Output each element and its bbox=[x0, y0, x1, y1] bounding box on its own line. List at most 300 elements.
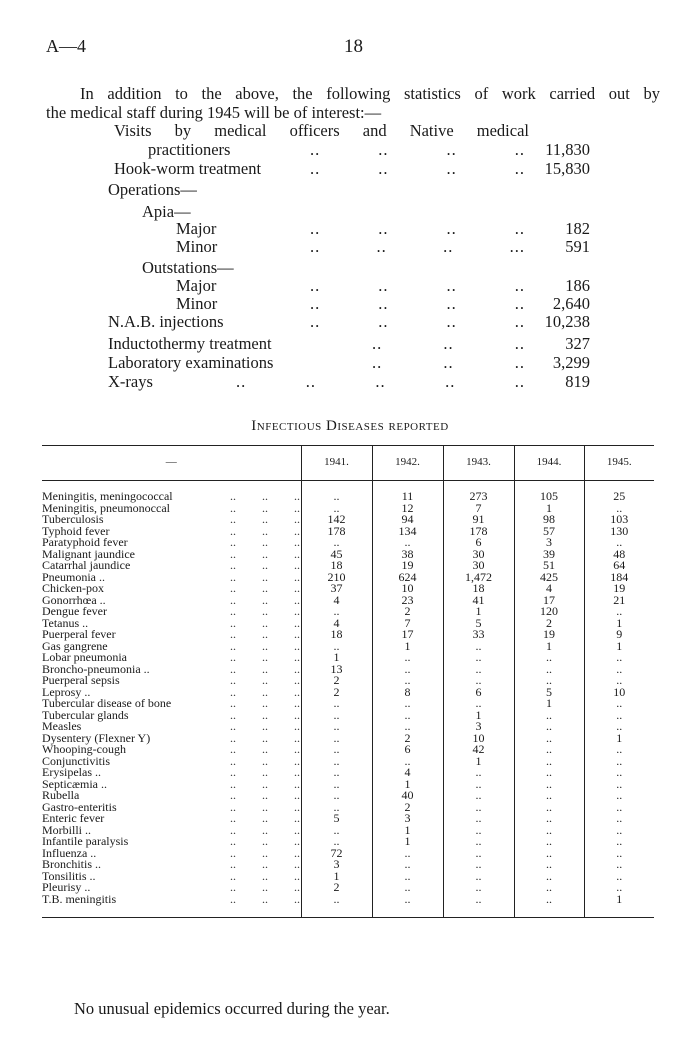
dot-leaders: .. .. .. bbox=[230, 742, 300, 756]
count-cell: 18 bbox=[301, 560, 372, 572]
dot-leaders: .. .. .. bbox=[230, 558, 300, 572]
stat-visits-b bbox=[0, 140, 700, 159]
dot-leaders: .. .. .. .. bbox=[310, 276, 525, 295]
count-cell: 3 bbox=[301, 859, 372, 871]
stat-inductothermy bbox=[0, 334, 700, 353]
count-cell: .. bbox=[514, 836, 584, 848]
stat-value: 182 bbox=[565, 219, 590, 238]
dot-leaders: .. .. .. bbox=[230, 673, 300, 687]
count-cell: 2 bbox=[514, 618, 584, 630]
count-cell: .. bbox=[301, 698, 372, 710]
count-cell: 6 bbox=[372, 744, 443, 756]
count-cell: 142 bbox=[301, 514, 372, 526]
count-cell: .. bbox=[372, 894, 443, 906]
count-cell: 40 bbox=[372, 790, 443, 802]
count-cell: 11 bbox=[372, 491, 443, 503]
table-row bbox=[42, 572, 654, 584]
count-cell: .. bbox=[301, 756, 372, 768]
table-row bbox=[42, 871, 654, 883]
count-cell: 37 bbox=[301, 583, 372, 595]
stat-value: 327 bbox=[565, 334, 590, 353]
count-cell: .. bbox=[443, 894, 514, 906]
dot-leaders: .. .. .. ... bbox=[310, 237, 525, 256]
count-cell: 21 bbox=[584, 595, 654, 607]
count-cell: 94 bbox=[372, 514, 443, 526]
dot-leaders: .. .. .. bbox=[230, 627, 300, 641]
count-cell: .. bbox=[443, 767, 514, 779]
count-cell: 23 bbox=[372, 595, 443, 607]
count-cell: .. bbox=[301, 836, 372, 848]
count-cell: .. bbox=[372, 859, 443, 871]
table-row bbox=[42, 514, 654, 526]
stat-label: Apia— bbox=[142, 202, 191, 221]
count-cell: 6 bbox=[443, 537, 514, 549]
count-cell: .. bbox=[584, 664, 654, 676]
count-cell: .. bbox=[584, 848, 654, 860]
intro-paragraph bbox=[46, 84, 660, 122]
count-cell: .. bbox=[514, 894, 584, 906]
dot-leaders: .. .. .. bbox=[230, 638, 300, 653]
count-cell: .. bbox=[514, 733, 584, 745]
count-cell: 2 bbox=[301, 687, 372, 699]
count-cell: 42 bbox=[443, 744, 514, 756]
dot-leaders: .. .. .. bbox=[230, 615, 300, 630]
count-cell: 33 bbox=[443, 629, 514, 641]
count-cell: 19 bbox=[372, 560, 443, 572]
table-row bbox=[42, 790, 654, 802]
dot-leaders: .. .. .. .. bbox=[310, 140, 525, 159]
count-cell: .. bbox=[372, 652, 443, 664]
table-row bbox=[42, 779, 654, 791]
dot-leaders: .. .. .. .. bbox=[310, 312, 525, 331]
count-cell: 1 bbox=[584, 618, 654, 630]
count-cell: .. bbox=[372, 848, 443, 860]
disease-name: Whooping-cough bbox=[42, 742, 126, 756]
count-cell: .. bbox=[584, 871, 654, 883]
count-cell: .. bbox=[514, 710, 584, 722]
count-cell: 45 bbox=[301, 549, 372, 561]
disease-name: Gas gangrene bbox=[42, 638, 108, 653]
count-cell: .. bbox=[514, 859, 584, 871]
disease-name: Tetanus .. bbox=[42, 615, 89, 630]
count-cell: 72 bbox=[301, 848, 372, 860]
count-cell: .. bbox=[584, 721, 654, 733]
count-cell: .. bbox=[301, 503, 372, 515]
disease-name: Catarrhal jaundice bbox=[42, 558, 131, 572]
disease-name: Tubercular disease of bone bbox=[42, 696, 172, 710]
count-cell: .. bbox=[514, 652, 584, 664]
disease-name: Meningitis, meningococcal bbox=[42, 489, 173, 503]
table-row bbox=[42, 641, 654, 653]
count-cell: 1 bbox=[301, 652, 372, 664]
dot-leaders: .. .. .. bbox=[230, 569, 300, 584]
count-cell: 13 bbox=[301, 664, 372, 676]
table-row bbox=[42, 606, 654, 618]
stat-label: Visits by medical officers and Native medical bbox=[114, 121, 529, 140]
disease-name: Gonorrhœa .. bbox=[42, 592, 106, 607]
count-cell: .. bbox=[443, 675, 514, 687]
disease-name: Puerperal sepsis bbox=[42, 673, 120, 687]
count-cell: 10 bbox=[584, 687, 654, 699]
disease-name: Malignant jaundice bbox=[42, 546, 135, 561]
count-cell: 98 bbox=[514, 514, 584, 526]
count-cell: 178 bbox=[443, 526, 514, 538]
footer-note: No unusual epidemics occurred during the year. bbox=[74, 999, 390, 1018]
dot-leaders: .. .. .. bbox=[372, 353, 525, 372]
count-cell: .. bbox=[584, 802, 654, 814]
count-cell: .. bbox=[301, 491, 372, 503]
count-cell: .. bbox=[584, 767, 654, 779]
count-cell: .. bbox=[301, 790, 372, 802]
count-cell: .. bbox=[584, 859, 654, 871]
header-year: 1944. bbox=[514, 446, 584, 481]
count-cell: 7 bbox=[443, 503, 514, 515]
count-cell: 2 bbox=[301, 675, 372, 687]
count-cell: 1 bbox=[514, 698, 584, 710]
disease-name: Enteric fever bbox=[42, 811, 105, 825]
count-cell: .. bbox=[443, 871, 514, 883]
dot-leaders: .. .. .. bbox=[230, 546, 300, 561]
dot-leaders: .. .. .. bbox=[230, 696, 300, 710]
count-cell: 3 bbox=[372, 813, 443, 825]
disease-name: Septicæmia .. bbox=[42, 776, 107, 791]
count-cell: .. bbox=[443, 836, 514, 848]
count-cell: 38 bbox=[372, 549, 443, 561]
dot-leaders: .. .. .. bbox=[230, 500, 300, 515]
disease-name: Dengue fever bbox=[42, 604, 107, 618]
table-end bbox=[42, 905, 654, 918]
count-cell: 2 bbox=[301, 882, 372, 894]
count-cell: 1 bbox=[301, 871, 372, 883]
count-cell: 103 bbox=[584, 514, 654, 526]
count-cell: 18 bbox=[301, 629, 372, 641]
stat-value: 591 bbox=[565, 237, 590, 256]
table-row bbox=[42, 825, 654, 837]
page-number: 18 bbox=[344, 36, 363, 57]
dot-leaders: .. .. .. bbox=[230, 799, 300, 814]
count-cell: .. bbox=[584, 790, 654, 802]
count-cell: 105 bbox=[514, 491, 584, 503]
count-cell: .. bbox=[584, 606, 654, 618]
count-cell: .. bbox=[372, 675, 443, 687]
count-cell: 130 bbox=[584, 526, 654, 538]
table-row bbox=[42, 664, 654, 676]
count-cell: 1 bbox=[514, 641, 584, 653]
count-cell: .. bbox=[514, 882, 584, 894]
disease-name: Infantile paralysis bbox=[42, 834, 129, 848]
count-cell: 3 bbox=[443, 721, 514, 733]
count-cell: .. bbox=[372, 721, 443, 733]
count-cell: .. bbox=[584, 503, 654, 515]
stat-label: Laboratory examinations bbox=[108, 353, 274, 372]
disease-name: Lobar pneumonia bbox=[42, 650, 127, 664]
count-cell: .. bbox=[301, 733, 372, 745]
disease-name: Dysentery (Flexner Y) bbox=[42, 730, 151, 745]
count-cell: 1 bbox=[584, 894, 654, 906]
header-year: 1943. bbox=[443, 446, 514, 481]
count-cell: 17 bbox=[372, 629, 443, 641]
header-year: 1945. bbox=[584, 446, 654, 481]
table-row bbox=[42, 767, 654, 779]
disease-name: Influenza .. bbox=[42, 845, 97, 860]
stat-label: N.A.B. injections bbox=[108, 312, 224, 331]
count-cell: 18 bbox=[443, 583, 514, 595]
count-cell: .. bbox=[372, 756, 443, 768]
table-row bbox=[42, 836, 654, 848]
count-cell: .. bbox=[443, 825, 514, 837]
count-cell: 1 bbox=[372, 779, 443, 791]
disease-name: Typhoid fever bbox=[42, 523, 110, 538]
disease-name: Pneumonia .. bbox=[42, 569, 105, 584]
count-cell: 2 bbox=[372, 606, 443, 618]
count-cell: .. bbox=[301, 537, 372, 549]
count-cell: .. bbox=[443, 790, 514, 802]
table-row bbox=[42, 618, 654, 630]
table-row bbox=[42, 733, 654, 745]
count-cell: .. bbox=[443, 652, 514, 664]
count-cell: 1,472 bbox=[443, 572, 514, 584]
count-cell: 12 bbox=[372, 503, 443, 515]
count-cell: 30 bbox=[443, 560, 514, 572]
count-cell: .. bbox=[584, 652, 654, 664]
stat-out-major bbox=[0, 276, 700, 295]
infectious-diseases-table bbox=[42, 445, 654, 918]
dot-leaders: .. .. .. bbox=[230, 868, 300, 883]
stat-hookworm bbox=[0, 159, 700, 178]
table-row bbox=[42, 848, 654, 860]
count-cell: 48 bbox=[584, 549, 654, 561]
dot-leaders: .. .. .. bbox=[230, 719, 300, 733]
count-cell: .. bbox=[584, 813, 654, 825]
dot-leaders: .. .. .. bbox=[230, 730, 300, 745]
count-cell: 1 bbox=[584, 733, 654, 745]
count-cell: .. bbox=[514, 790, 584, 802]
disease-name: Conjunctivitis bbox=[42, 753, 111, 768]
dot-leaders: .. .. .. bbox=[230, 765, 300, 779]
stat-value: 10,238 bbox=[544, 312, 590, 331]
count-cell: 3 bbox=[514, 537, 584, 549]
table-row bbox=[42, 859, 654, 871]
count-cell: .. bbox=[443, 813, 514, 825]
stat-xrays bbox=[0, 372, 700, 391]
dot-leaders: .. .. .. bbox=[230, 581, 300, 595]
count-cell: .. bbox=[443, 859, 514, 871]
count-cell: .. bbox=[301, 721, 372, 733]
count-cell: .. bbox=[584, 779, 654, 791]
dot-leaders: .. .. .. bbox=[230, 604, 300, 618]
stat-label: Hook-worm treatment bbox=[114, 159, 262, 178]
count-cell: .. bbox=[584, 710, 654, 722]
count-cell: 41 bbox=[443, 595, 514, 607]
table-title: Infectious Diseases reported bbox=[251, 418, 449, 434]
stat-label: Major bbox=[176, 276, 217, 295]
disease-name: Rubella bbox=[42, 788, 80, 802]
disease-name: Bronchitis .. bbox=[42, 857, 101, 871]
count-cell: .. bbox=[584, 698, 654, 710]
header-year: 1942. bbox=[372, 446, 443, 481]
disease-name: Tuberculosis bbox=[42, 512, 104, 526]
count-cell: 2 bbox=[372, 802, 443, 814]
count-cell: 91 bbox=[443, 514, 514, 526]
count-cell: .. bbox=[584, 675, 654, 687]
stat-nab bbox=[0, 312, 700, 331]
count-cell: 4 bbox=[514, 583, 584, 595]
count-cell: .. bbox=[372, 710, 443, 722]
count-cell: 178 bbox=[301, 526, 372, 538]
table-row bbox=[42, 756, 654, 768]
count-cell: .. bbox=[443, 641, 514, 653]
count-cell: 5 bbox=[443, 618, 514, 630]
count-cell: .. bbox=[514, 813, 584, 825]
disease-name: Broncho-pneumonia .. bbox=[42, 661, 150, 676]
dot-leaders: .. .. .. bbox=[230, 512, 300, 526]
dot-leaders: .. .. .. .. .. bbox=[236, 372, 525, 391]
count-cell: .. bbox=[514, 802, 584, 814]
count-cell: 210 bbox=[301, 572, 372, 584]
count-cell: 39 bbox=[514, 549, 584, 561]
dot-leaders: .. .. .. bbox=[230, 707, 300, 722]
dot-leaders: .. .. .. bbox=[230, 834, 300, 848]
table-row bbox=[42, 503, 654, 515]
dot-leaders: .. .. .. bbox=[372, 334, 525, 353]
stat-operations bbox=[0, 180, 700, 199]
count-cell: .. bbox=[301, 779, 372, 791]
table-header-row bbox=[42, 446, 654, 481]
dot-leaders: .. .. .. bbox=[230, 788, 300, 802]
disease-name: Paratyphoid fever bbox=[42, 535, 128, 549]
dot-leaders: .. .. .. bbox=[230, 811, 300, 825]
count-cell: .. bbox=[301, 606, 372, 618]
count-cell: 1 bbox=[443, 606, 514, 618]
stat-label: Operations— bbox=[108, 180, 197, 199]
count-cell: 1 bbox=[372, 825, 443, 837]
count-cell: 17 bbox=[514, 595, 584, 607]
count-cell: 1 bbox=[584, 641, 654, 653]
dot-leaders: .. .. .. bbox=[230, 822, 300, 837]
dot-leaders: .. .. .. bbox=[230, 592, 300, 607]
dot-leaders: .. .. .. bbox=[230, 661, 300, 676]
dot-leaders: .. .. .. bbox=[230, 880, 300, 894]
count-cell: .. bbox=[514, 756, 584, 768]
count-cell: 1 bbox=[372, 836, 443, 848]
dot-leaders: .. .. .. bbox=[230, 891, 300, 906]
count-cell: 4 bbox=[301, 618, 372, 630]
dot-leaders: .. .. .. bbox=[230, 489, 300, 503]
count-cell: 19 bbox=[584, 583, 654, 595]
table-row bbox=[42, 882, 654, 894]
count-cell: 7 bbox=[372, 618, 443, 630]
dot-leaders: .. .. .. bbox=[230, 684, 300, 699]
disease-name: Tonsilitis .. bbox=[42, 868, 96, 883]
table-row bbox=[42, 526, 654, 538]
count-cell: 51 bbox=[514, 560, 584, 572]
count-cell: .. bbox=[584, 836, 654, 848]
count-cell: 5 bbox=[514, 687, 584, 699]
intro-line-1: In addition to the above, the following statistics of work carried out by bbox=[80, 84, 660, 103]
stat-label: Minor bbox=[176, 237, 218, 256]
dot-leaders: .. .. .. bbox=[230, 650, 300, 664]
count-cell: 30 bbox=[443, 549, 514, 561]
disease-name: Pleurisy .. bbox=[42, 880, 91, 894]
count-cell: 4 bbox=[372, 767, 443, 779]
count-cell: 10 bbox=[372, 583, 443, 595]
page-header-section: A—4 bbox=[46, 36, 86, 56]
count-cell: 2 bbox=[372, 733, 443, 745]
count-cell: .. bbox=[443, 779, 514, 791]
stat-label: Minor bbox=[176, 294, 218, 313]
count-cell: .. bbox=[514, 664, 584, 676]
table-row bbox=[42, 894, 654, 906]
disease-name: Leprosy .. bbox=[42, 684, 91, 699]
table-row bbox=[42, 560, 654, 572]
count-cell: 184 bbox=[584, 572, 654, 584]
stat-apia-major bbox=[0, 219, 700, 238]
disease-name: Tubercular glands bbox=[42, 707, 129, 722]
stat-value: 3,299 bbox=[552, 353, 590, 372]
table-row bbox=[42, 549, 654, 561]
count-cell: .. bbox=[584, 825, 654, 837]
stat-label: X-rays bbox=[108, 372, 153, 391]
stat-label: Outstations— bbox=[142, 258, 234, 277]
header-corner: — bbox=[42, 446, 301, 481]
disease-name: Measles bbox=[42, 719, 82, 733]
stat-outstations bbox=[0, 258, 700, 277]
disease-cell bbox=[42, 891, 301, 906]
intro-line-2: the medical staff during 1945 will be of interest:— bbox=[46, 103, 382, 122]
count-cell: .. bbox=[514, 871, 584, 883]
stat-value: 186 bbox=[565, 276, 590, 295]
table-row bbox=[42, 595, 654, 607]
dot-leaders: .. .. .. .. bbox=[310, 159, 525, 178]
dot-leaders: .. .. .. bbox=[230, 857, 300, 871]
table-row bbox=[42, 813, 654, 825]
count-cell: .. bbox=[372, 871, 443, 883]
count-cell: 120 bbox=[514, 606, 584, 618]
count-cell: .. bbox=[443, 664, 514, 676]
count-cell: .. bbox=[443, 882, 514, 894]
table-row bbox=[42, 710, 654, 722]
stat-value: 11,830 bbox=[545, 140, 590, 159]
count-cell: .. bbox=[443, 802, 514, 814]
count-cell: .. bbox=[584, 756, 654, 768]
dot-leaders: .. .. .. bbox=[230, 845, 300, 860]
disease-name: Gastro-enteritis bbox=[42, 799, 117, 814]
count-cell: .. bbox=[514, 848, 584, 860]
count-cell: 134 bbox=[372, 526, 443, 538]
stat-laboratory bbox=[0, 353, 700, 372]
count-cell: .. bbox=[584, 537, 654, 549]
count-cell: 273 bbox=[443, 491, 514, 503]
count-cell: .. bbox=[443, 848, 514, 860]
count-cell: 64 bbox=[584, 560, 654, 572]
count-cell: .. bbox=[372, 882, 443, 894]
count-cell: 1 bbox=[443, 756, 514, 768]
header-year: 1941. bbox=[301, 446, 372, 481]
dot-leaders: .. .. .. bbox=[230, 753, 300, 768]
disease-name: Morbilli .. bbox=[42, 822, 92, 837]
stat-value: 2,640 bbox=[552, 294, 590, 313]
count-cell: 9 bbox=[584, 629, 654, 641]
stat-label: Major bbox=[176, 219, 217, 238]
count-cell: .. bbox=[514, 744, 584, 756]
count-cell: .. bbox=[514, 721, 584, 733]
count-cell: 1 bbox=[443, 710, 514, 722]
count-cell: 4 bbox=[301, 595, 372, 607]
count-cell: .. bbox=[301, 710, 372, 722]
dot-leaders: .. .. .. .. bbox=[310, 294, 525, 313]
count-cell: 25 bbox=[584, 491, 654, 503]
count-cell: 19 bbox=[514, 629, 584, 641]
